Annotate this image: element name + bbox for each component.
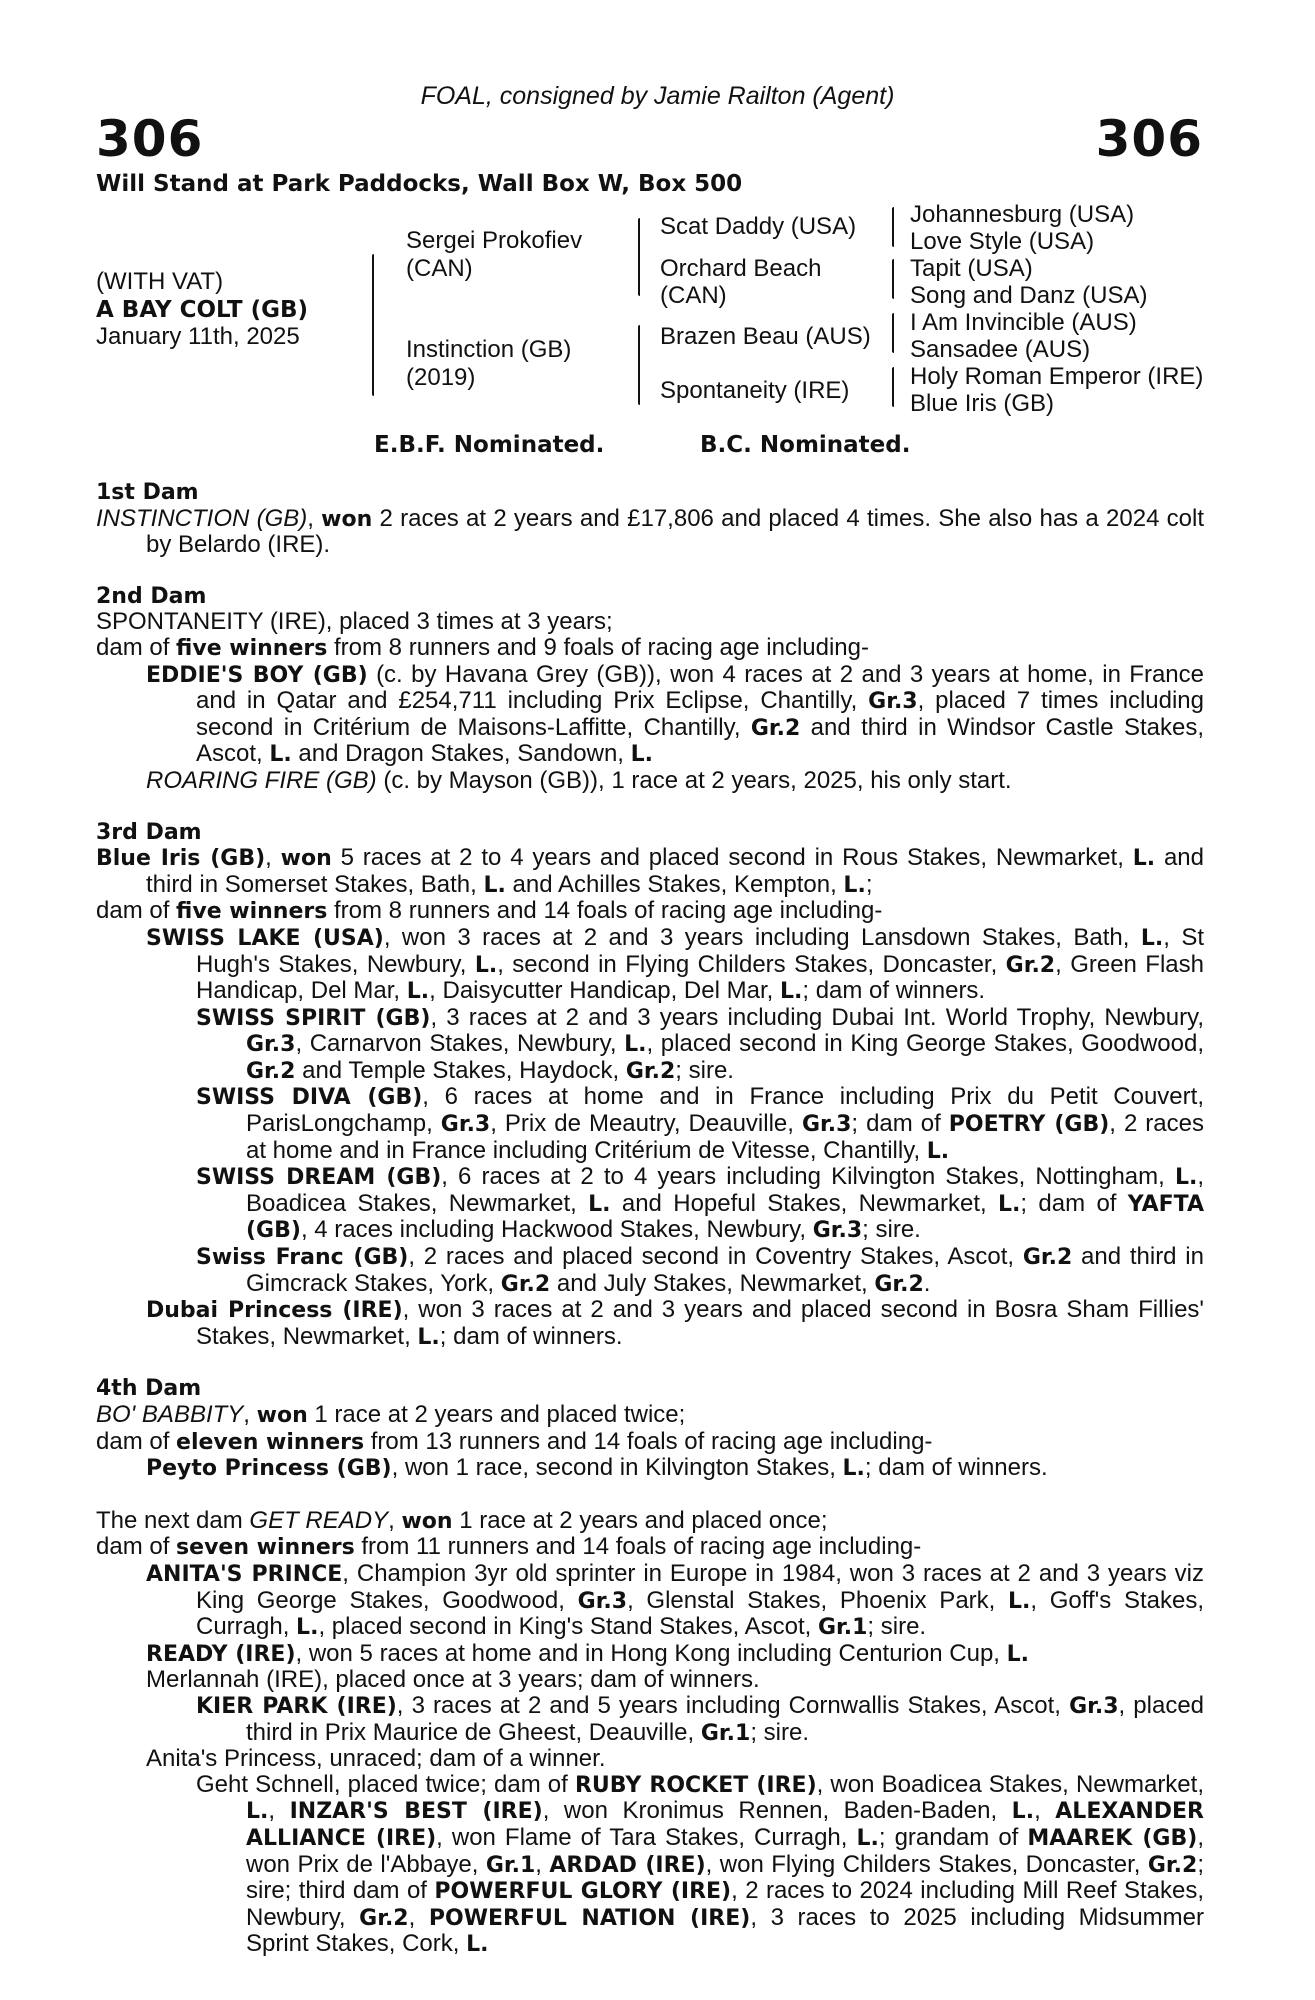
produce-peyto-princess: Peyto Princess (GB), won 1 race, second in Kilvington Stakes, L.; dam of winners.	[146, 1454, 1048, 1482]
next-dam-record: The next dam GET READY, won 1 race at 2 years and placed once;	[96, 1506, 828, 1534]
produce-geht-schnell: Geht Schnell, placed twice; dam of RUBY ROCKET (IRE), won Boadicea Stakes, Newmarket, L., INZAR'S BEST (IRE), won Kronimus Rennen, Baden-Baden, L., ALEXANDER ALLIANCE (IRE), won Flame of Tara Stakes, Curragh, L.; grandam of MAAREK (GB), won Prix de l'Abbaye, Gr.1, ARDAD (IRE), won Flying Childers Stakes, Doncaster, Gr.2; sire; third dam of POWERFUL GLORY (IRE), 2 races to 2024 including Mill Reef Stakes, Newbury, Gr.2, POWERFUL NATION (IRE), 3 races to 2025 including Midsummer Sprint Stakes, Cork, L.	[196, 1770, 1205, 1958]
dam1-record: INSTINCTION (GB), won 2 races at 2 years and £17,806 and placed 4 times. She also has a 2024 colt by Belardo (IRE).	[96, 504, 1205, 559]
gen3-ddd: Blue Iris (GB)	[910, 390, 1055, 417]
produce-eddies-boy: EDDIE'S BOY (GB) (c. by Havana Grey (GB)), won 4 races at 2 and 3 years at home, in France and in Qatar and £254,711 including Prix Eclipse, Chantilly, Gr.3, placed 7 times including second in Critérium de Maisons-Laffitte, Chantilly, Gr.2 and third in Windsor Castle Stakes, Ascot, L. and Dragon Stakes, Sandown, L.	[146, 660, 1205, 768]
produce-swiss-franc: Swiss Franc (GB), 2 races and placed second in Coventry Stakes, Ascot, Gr.2 and third in Gimcrack Stakes, York, Gr.2 and July Stakes, Newmarket, Gr.2.	[196, 1243, 1204, 1297]
section-4th-dam: 4th Dam	[96, 1376, 202, 1402]
gen3-dss: I Am Invincible (AUS)	[910, 309, 1137, 336]
produce-swiss-lake: SWISS LAKE (USA), won 3 races at 2 and 3 years including Lansdown Stakes, Bath, L., St Hugh's Stakes, Newbury, L., second in Flying Childers Stakes, Doncaster, Gr.2, Green Flash Handicap, Del Mar, L., Daisycutter Handicap, Del Mar, L.; dam of winners.	[146, 923, 1204, 1005]
section-1st-dam: 1st Dam	[96, 480, 199, 505]
brace-3	[892, 313, 894, 353]
produce-dubai-princess: Dubai Princess (IRE), won 3 races at 2 and 3 years and placed second in Bosra Sham Fillies' Stakes, Newmarket, L.; dam of winners.	[146, 1296, 1204, 1350]
sire-sire: Scat Daddy (USA)	[660, 213, 857, 240]
produce-merlannah: Merlannah (IRE), placed once at 3 years; dam of winners.	[146, 1666, 760, 1694]
section-2nd-dam: 2nd Dam	[96, 583, 207, 609]
sire-name: Sergei Prokofiev	[406, 227, 583, 254]
dam3-record: Blue Iris (GB), won 5 races at 2 to 4 years and placed second in Rous Stakes, Newmarket, L. and third in Somerset Stakes, Bath, L. and Achilles Stakes, Kempton, L.;	[96, 844, 1204, 898]
dam3-produce: dam of five winners from 8 runners and 14 foals of racing age including-	[96, 897, 883, 925]
lot-number-right: 306	[1095, 110, 1203, 168]
ebf-nomination: E.B.F. Nominated.	[374, 432, 605, 458]
produce-anitas-prince: ANITA'S PRINCE, Champion 3yr old sprinter in Europe in 1984, won 3 races at 2 and 3 years viz King George Stakes, Goodwood, Gr.3, Glenstal Stakes, Phoenix Park, L., Goff's Stakes, Curragh, L., placed second in King's Stand Stakes, Ascot, Gr.1; sire.	[146, 1559, 1204, 1641]
dam-dam: Spontaneity (IRE)	[660, 377, 850, 404]
dam-year: (2019)	[406, 364, 476, 391]
sire-parents-brace	[638, 218, 640, 296]
produce-ready: READY (IRE), won 5 races at home and in Hong Kong including Centurion Cup, L.	[146, 1639, 1030, 1667]
stand-location: Will Stand at Park Paddocks, Wall Box W, Box 500	[96, 171, 743, 197]
sire-country: (CAN)	[406, 255, 473, 282]
produce-anitas-princess: Anita's Princess, unraced; dam of a winner.	[146, 1745, 606, 1773]
dam-parents-brace	[638, 325, 640, 405]
produce-swiss-spirit: SWISS SPIRIT (GB), 3 races at 2 and 3 years including Dubai Int. World Trophy, Newbury, Gr.3, Carnarvon Stakes, Newbury, L., placed second in King George Stakes, Goodwood, Gr.2 and Temple Stakes, Haydock, Gr.2; sire.	[196, 1003, 1205, 1084]
gen3-sss: Johannesburg (USA)	[910, 201, 1135, 228]
foaling-date: January 11th, 2025	[96, 323, 300, 350]
sire-dam-brace	[372, 254, 374, 396]
dam4-record: BO' BABBITY, won 1 race at 2 years and placed twice;	[96, 1401, 686, 1428]
gen3-dsd: Sansadee (AUS)	[910, 336, 1091, 363]
produce-swiss-diva: SWISS DIVA (GB), 6 races at home and in France including Prix du Petit Couvert, ParisLongchamp, Gr.3, Prix de Meautry, Deauville, Gr.3; dam of POETRY (GB), 2 races at home and in France including Critérium de Vitesse, Chantilly, L.	[196, 1083, 1204, 1164]
dam4-produce: dam of eleven winners from 13 runners and 14 foals of racing age including-	[96, 1427, 933, 1455]
gen3-sdd: Song and Danz (USA)	[910, 282, 1148, 309]
consignor-line: FOAL, consigned by Jamie Railton (Agent)	[420, 82, 895, 110]
gen3-ssd: Love Style (USA)	[910, 228, 1095, 255]
next-dam-produce: dam of seven winners from 11 runners and 14 foals of racing age including-	[96, 1533, 922, 1561]
dam-name: Instinction (GB)	[406, 336, 572, 363]
produce-swiss-dream: SWISS DREAM (GB), 6 races at 2 to 4 years including Kilvington Stakes, Nottingham, L., Boadicea Stakes, Newmarket, L. and Hopeful Stakes, Newmarket, L.; dam of YAFTA (GB), 4 races including Hackwood Stakes, Newbury, Gr.3; sire.	[196, 1163, 1205, 1244]
dam2-record: SPONTANEITY (IRE), placed 3 times at 3 years;	[96, 608, 613, 636]
produce-roaring-fire: ROARING FIRE (GB) (c. by Mayson (GB)), 1 race at 2 years, 2025, his only start.	[146, 766, 1012, 794]
catalogue-body	[96, 480, 1204, 1958]
brace-4	[892, 367, 894, 407]
dam2-produce: dam of five winners from 8 runners and 9 foals of racing age including-	[96, 633, 869, 661]
horse-name: A BAY COLT (GB)	[96, 297, 309, 323]
brace-2	[892, 259, 894, 299]
gen3-sds: Tapit (USA)	[910, 255, 1033, 282]
produce-kier-park: KIER PARK (IRE), 3 races at 2 and 5 years including Cornwallis Stakes, Ascot, Gr.3, placed third in Prix Maurice de Gheest, Deauville, Gr.1; sire.	[196, 1691, 1205, 1746]
gen3-dds: Holy Roman Emperor (IRE)	[910, 363, 1204, 390]
sire-dam-country: (CAN)	[660, 282, 727, 309]
lot-number-left: 306	[96, 110, 204, 168]
brace-1	[892, 207, 894, 247]
vat-note: (WITH VAT)	[96, 268, 224, 295]
sire-dam: Orchard Beach	[660, 255, 822, 282]
section-3rd-dam: 3rd Dam	[96, 819, 202, 845]
dam-sire: Brazen Beau (AUS)	[660, 323, 871, 350]
bc-nomination: B.C. Nominated.	[700, 432, 911, 458]
